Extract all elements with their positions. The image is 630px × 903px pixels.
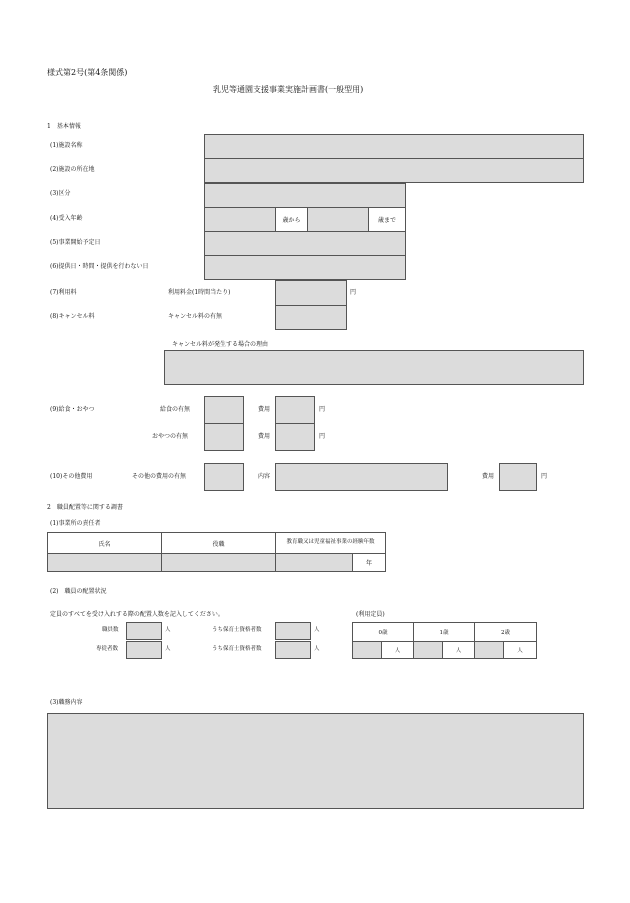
meals-label: (9)給食・おやつ [50, 406, 95, 413]
engaged-nursery-field[interactable] [275, 641, 311, 659]
staff-count-field[interactable] [126, 622, 162, 640]
staff-count-unit: 人 [165, 627, 171, 633]
other-cost-label: 費用 [482, 473, 495, 480]
other-content-field[interactable] [275, 463, 448, 491]
service-days-field[interactable] [204, 255, 406, 280]
other-costs-label: (10)その他費用 [50, 473, 93, 480]
staffing-label: (2) 職員の配置状況 [50, 588, 107, 595]
other-exists-field[interactable] [204, 463, 244, 491]
section-1-heading: 1 基本情報 [47, 123, 81, 130]
manager-name-field[interactable] [47, 553, 162, 572]
manager-col-name: 氏名 [47, 532, 162, 554]
cancel-reason-label: キャンセル料が発生する場合の理由 [172, 341, 269, 348]
snack-cost-field[interactable] [275, 423, 315, 451]
other-content-label: 内容 [258, 473, 271, 480]
capacity-age-1-field[interactable] [413, 641, 443, 659]
snack-cost-unit: 円 [319, 433, 326, 440]
capacity-age-0-field[interactable] [352, 641, 382, 659]
other-exists-label: その他の費用の有無 [132, 473, 187, 480]
snack-exists-field[interactable] [204, 423, 244, 451]
facility-name-field[interactable] [204, 134, 584, 159]
fee-label: (7)利用料 [50, 289, 77, 296]
duties-field[interactable] [47, 713, 584, 809]
form-number: 様式第2号(第4条関係) [47, 68, 128, 77]
start-date-field[interactable] [204, 231, 406, 256]
facility-address-label: (2)施設の所在地 [50, 166, 95, 173]
manager-col-role: 役職 [161, 532, 276, 554]
page-title: 乳児等通園支援事業実施計画書(一般型用) [213, 85, 364, 94]
other-cost-unit: 円 [541, 473, 548, 480]
engaged-count-unit: 人 [165, 646, 171, 652]
capacity-age-1: 1歳 [413, 622, 475, 642]
engaged-nursery-label: うち保育士資格者数 [212, 646, 262, 652]
fee-unit: 円 [350, 289, 357, 296]
cancel-reason-field[interactable] [164, 350, 584, 385]
staffing-instruction: 定員のすべてを受け入れする際の配置人数を記入してください。 [50, 611, 224, 618]
duties-label: (3)職務内容 [50, 699, 83, 706]
meal-cost-unit: 円 [319, 406, 326, 413]
start-date-label: (5)事業開始予定日 [50, 239, 101, 246]
manager-col-exp: 教育職又は児童福祉事業の経験年数 [275, 532, 386, 554]
engaged-count-field[interactable] [126, 641, 162, 659]
manager-exp-unit: 年 [352, 553, 386, 572]
snack-cost-label: 費用 [258, 433, 271, 440]
age-range-label: (4)受入年齢 [50, 215, 83, 222]
category-field[interactable] [204, 183, 406, 208]
capacity-age-1-unit: 人 [442, 641, 475, 659]
engaged-nursery-unit: 人 [314, 646, 320, 652]
age-to-field[interactable] [307, 207, 369, 232]
capacity-age-2-field[interactable] [474, 641, 504, 659]
manager-role-field[interactable] [161, 553, 276, 572]
staff-count-label: 職員数 [102, 627, 119, 633]
capacity-label: (利用定員) [356, 611, 385, 618]
section-2-heading: 2 職員配置等に関する調書 [47, 504, 123, 511]
capacity-age-0: 0歳 [352, 622, 414, 642]
facility-address-field[interactable] [204, 158, 584, 183]
cancel-fee-exists-field[interactable] [275, 305, 347, 330]
staff-nursery-field[interactable] [275, 622, 311, 640]
age-from-field[interactable] [204, 207, 276, 232]
category-label: (3)区分 [50, 190, 71, 197]
capacity-age-2: 2歳 [474, 622, 537, 642]
capacity-age-2-unit: 人 [503, 641, 537, 659]
cancel-fee-exists-label: キャンセル料の有無 [168, 313, 223, 320]
meal-exists-field[interactable] [204, 396, 244, 424]
cancel-fee-label: (8)キャンセル料 [50, 313, 95, 320]
meal-exists-label: 給食の有無 [160, 406, 191, 413]
service-days-label: (6)提供日・時間・提供を行わない日 [50, 263, 149, 270]
meal-cost-label: 費用 [258, 406, 271, 413]
engaged-count-label: 専従者数 [96, 646, 119, 652]
capacity-age-0-unit: 人 [381, 641, 414, 659]
manager-exp-field[interactable] [275, 553, 353, 572]
fee-hourly-field[interactable] [275, 280, 347, 306]
other-cost-field[interactable] [499, 463, 537, 491]
age-from-unit: 歳から [275, 207, 308, 232]
staff-nursery-unit: 人 [314, 627, 320, 633]
facility-name-label: (1)施設名称 [50, 142, 83, 149]
age-to-unit: 歳まで [368, 207, 406, 232]
meal-cost-field[interactable] [275, 396, 315, 424]
staff-nursery-label: うち保育士資格者数 [212, 627, 262, 633]
fee-hourly-label: 利用料金(1時間当たり) [168, 289, 231, 296]
manager-label: (1)事業所の責任者 [50, 520, 101, 527]
snack-exists-label: おやつの有無 [152, 433, 189, 440]
